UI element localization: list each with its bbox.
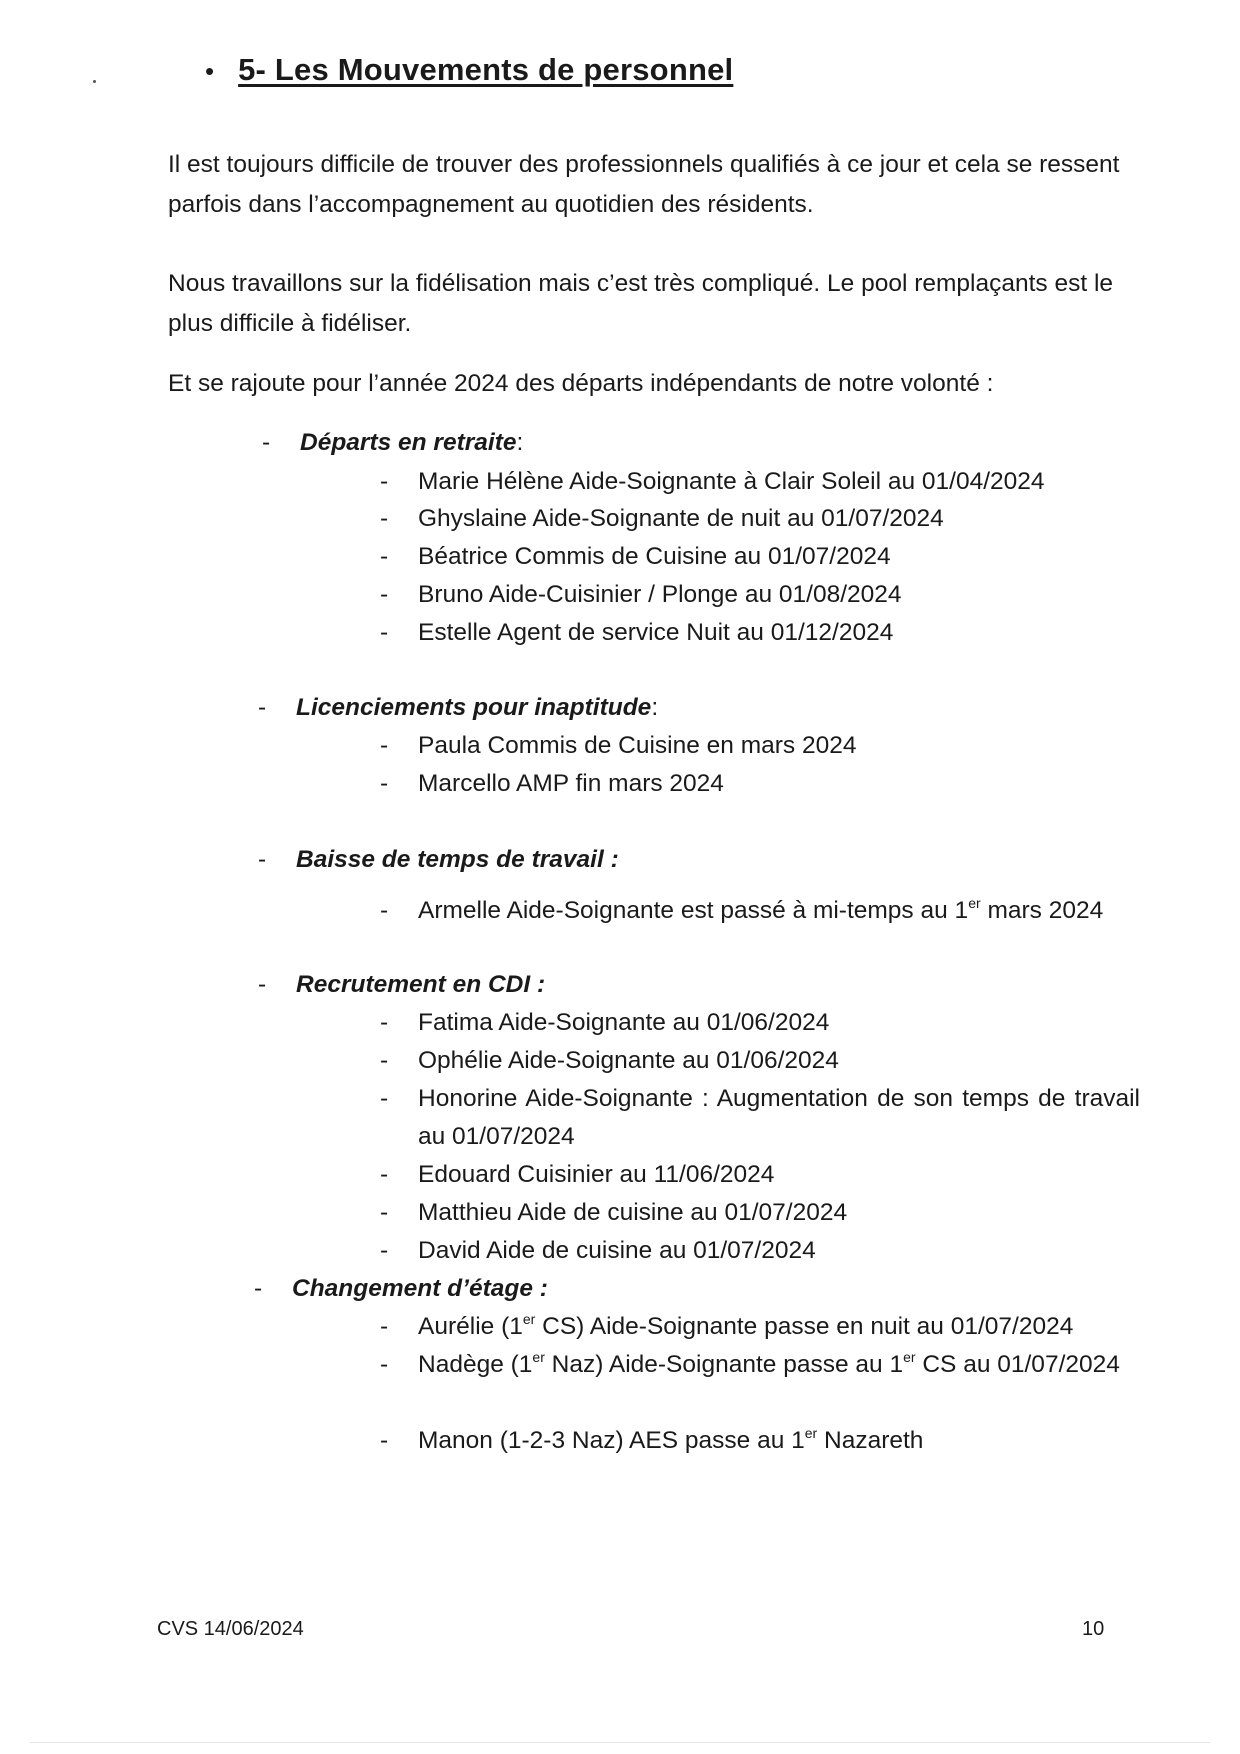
list-heading-suffix: : bbox=[516, 429, 524, 456]
list-item bbox=[380, 765, 1140, 803]
list-item bbox=[380, 1042, 1140, 1080]
footer-date: CVS 14/06/2024 bbox=[157, 1618, 304, 1640]
list-item-text: Edouard Cuisinier au 11/06/2024 bbox=[418, 1161, 775, 1188]
list-item bbox=[380, 1194, 1140, 1232]
superscript: er bbox=[804, 1425, 818, 1441]
list-item-text: Ophélie Aide-Soignante au 01/06/2024 bbox=[418, 1047, 839, 1074]
list-item-text: Ghyslaine Aide-Soignante de nuit au 01/07/2024 bbox=[418, 505, 944, 532]
list-item-text bbox=[418, 1346, 1120, 1384]
list-dash: - bbox=[380, 468, 389, 495]
list-item bbox=[380, 727, 1140, 765]
list-item-text: Honorine Aide-Soignante : Augmentation de son temps de travail au 01/07/2024 bbox=[418, 1085, 1140, 1150]
list-dash: - bbox=[380, 1351, 389, 1378]
intro-paragraph-1: Il est toujours difficile de trouver des professionnels qualifiés à ce jour et cela se ressent parfois dans l’accompagnement au quotidien des résidents. bbox=[168, 151, 1120, 218]
list-item-text: Béatrice Commis de Cuisine au 01/07/2024 bbox=[418, 543, 891, 570]
list-dash: - bbox=[380, 581, 389, 608]
section-title: 5- Les Mouvements de personnel bbox=[238, 52, 734, 87]
list-item-text bbox=[418, 892, 1103, 930]
scan-edge bbox=[30, 1742, 1210, 1743]
list-item bbox=[380, 1156, 1140, 1194]
list-item-text: Marie Hélène Aide-Soignante à Clair Soleil au 01/04/2024 bbox=[418, 468, 1045, 495]
list-dash: - bbox=[380, 1009, 389, 1036]
list-heading-etage bbox=[254, 1270, 548, 1308]
text-run: Nazareth bbox=[817, 1427, 924, 1454]
list-item bbox=[380, 1422, 1140, 1460]
intro-paragraph-2: Nous travaillons sur la fidélisation mais c’est très compliqué. Le pool remplaçants est le plus difficile à fidéliser. bbox=[168, 270, 1114, 337]
list-item bbox=[380, 538, 1140, 576]
list-dash: - bbox=[254, 1275, 263, 1302]
superscript: er bbox=[522, 1311, 536, 1327]
list-heading-label: Départs en retraite bbox=[300, 429, 517, 456]
list-item bbox=[380, 1232, 1140, 1270]
list-dash: - bbox=[380, 1199, 389, 1226]
superscript: er bbox=[968, 895, 981, 911]
list-dash: - bbox=[380, 543, 389, 570]
list-item-text: Estelle Agent de service Nuit au 01/12/2024 bbox=[418, 619, 894, 646]
list-item bbox=[380, 500, 1140, 538]
scan-speck bbox=[93, 80, 96, 83]
list-item bbox=[380, 614, 1140, 652]
text-run: Nadège (1 bbox=[418, 1351, 533, 1378]
list-heading-label: Recrutement en CDI : bbox=[296, 971, 546, 998]
list-item-text bbox=[418, 1308, 1073, 1346]
list-dash: - bbox=[380, 770, 389, 797]
heading-bullet: • bbox=[205, 56, 215, 86]
list-heading-baisse bbox=[258, 841, 619, 879]
list-heading-label: Baisse de temps de travail : bbox=[296, 846, 619, 873]
list-item-text: David Aide de cuisine au 01/07/2024 bbox=[418, 1237, 816, 1264]
superscript: er bbox=[532, 1349, 545, 1365]
list-item bbox=[380, 892, 1140, 930]
list-heading-recrutement bbox=[258, 966, 545, 1004]
list-item bbox=[380, 576, 1140, 614]
list-item-text: Bruno Aide-Cuisinier / Plonge au 01/08/2024 bbox=[418, 581, 902, 608]
list-item bbox=[380, 1346, 1140, 1384]
list-dash: - bbox=[380, 1427, 389, 1454]
list-item-text: Paula Commis de Cuisine en mars 2024 bbox=[418, 732, 857, 759]
list-heading-suffix: : bbox=[651, 694, 659, 721]
list-dash: - bbox=[258, 846, 267, 873]
list-dash: - bbox=[380, 1237, 389, 1264]
text-run: Naz) Aide-Soignante passe au 1 bbox=[544, 1351, 904, 1378]
list-heading-label: Changement d’étage : bbox=[292, 1275, 548, 1302]
text-run: CS au 01/07/2024 bbox=[915, 1351, 1120, 1378]
list-item-text: Marcello AMP fin mars 2024 bbox=[418, 770, 724, 797]
list-item bbox=[380, 1080, 1140, 1155]
list-item bbox=[380, 1308, 1140, 1346]
list-dash: - bbox=[262, 429, 271, 456]
text-run: Armelle Aide-Soignante est passé à mi-temps au 1 bbox=[418, 897, 969, 924]
intro-paragraph-3: Et se rajoute pour l’année 2024 des départs indépendants de notre volonté : bbox=[168, 370, 994, 397]
list-dash: - bbox=[380, 1085, 389, 1112]
text-run: Aurélie (1 bbox=[418, 1313, 523, 1340]
list-item bbox=[380, 1004, 1140, 1042]
list-dash: - bbox=[380, 1313, 389, 1340]
list-heading-retraite bbox=[262, 424, 523, 462]
superscript: er bbox=[903, 1349, 916, 1365]
list-dash: - bbox=[380, 897, 389, 924]
list-item-text bbox=[418, 1422, 923, 1460]
page-number: 10 bbox=[1082, 1618, 1105, 1640]
list-item-text: Fatima Aide-Soignante au 01/06/2024 bbox=[418, 1009, 830, 1036]
list-item bbox=[380, 463, 1140, 501]
text-run: CS) Aide-Soignante passe en nuit au 01/07/2024 bbox=[535, 1313, 1074, 1340]
list-dash: - bbox=[380, 1047, 389, 1074]
section-heading bbox=[205, 52, 733, 88]
list-heading-label: Licenciements pour inaptitude bbox=[296, 694, 652, 721]
list-dash: - bbox=[258, 694, 267, 721]
text-run: mars 2024 bbox=[980, 897, 1104, 924]
list-dash: - bbox=[380, 505, 389, 532]
list-item-text: Matthieu Aide de cuisine au 01/07/2024 bbox=[418, 1199, 848, 1226]
list-dash: - bbox=[380, 619, 389, 646]
list-dash: - bbox=[380, 732, 389, 759]
list-dash: - bbox=[380, 1161, 389, 1188]
text-run: Manon (1-2-3 Naz) AES passe au 1 bbox=[418, 1427, 805, 1454]
list-dash: - bbox=[258, 971, 267, 998]
list-heading-licenciements bbox=[258, 689, 658, 727]
